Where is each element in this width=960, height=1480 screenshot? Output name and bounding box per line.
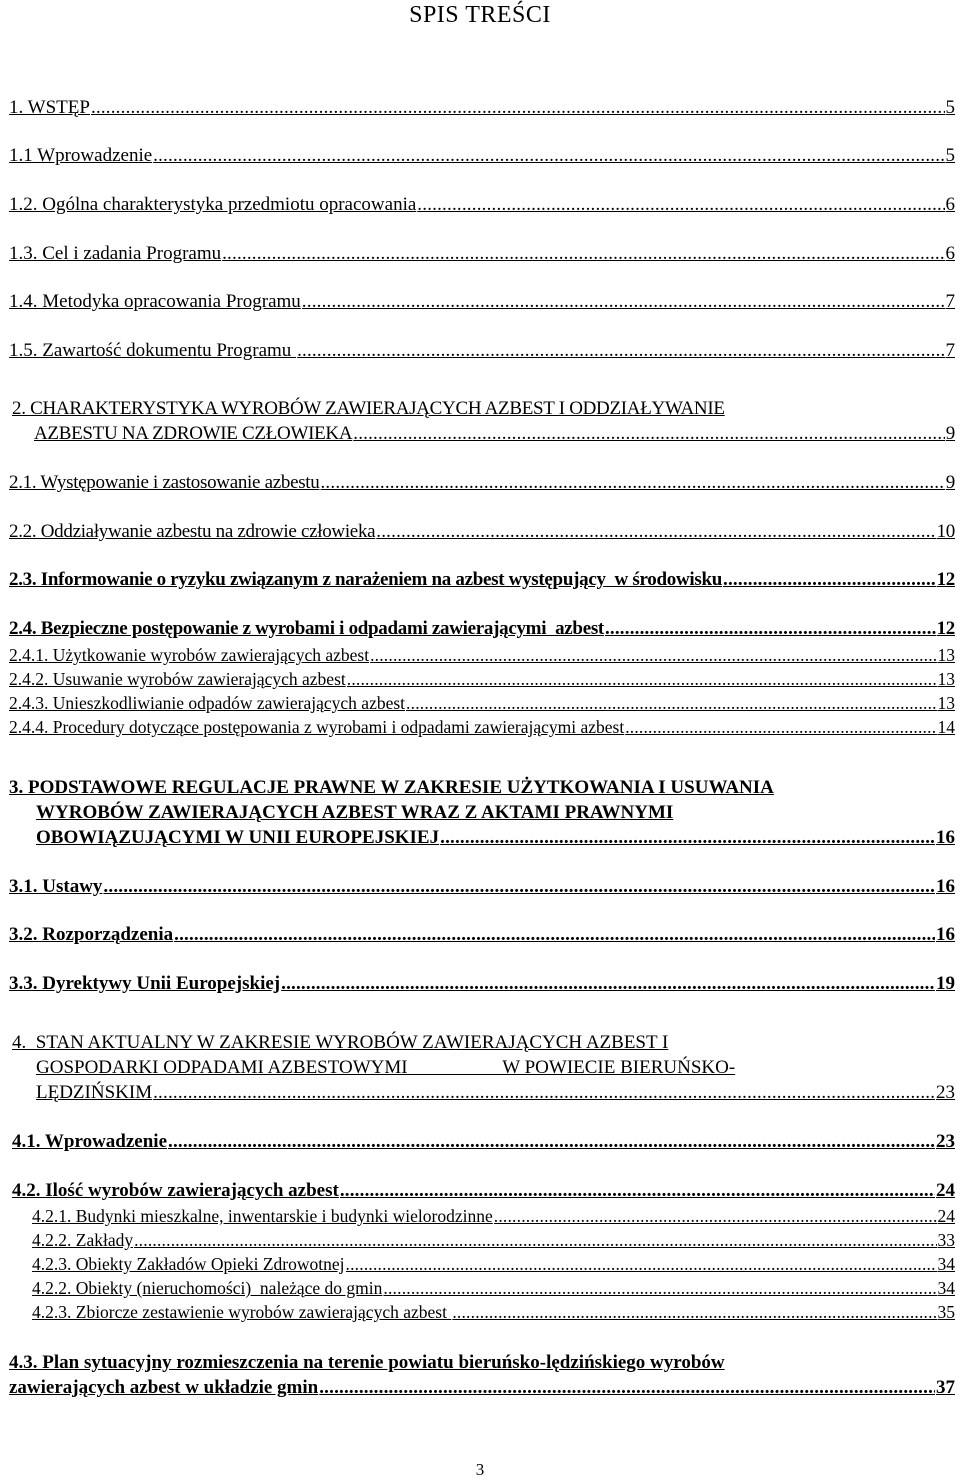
toc-page-number: 13 [937, 693, 955, 713]
dot-leader [222, 241, 944, 266]
toc-page-number: 16 [936, 876, 955, 897]
toc-entry-title: 1.4. Metodyka opracowania Programu [9, 291, 301, 312]
toc-entry-title: 2.4. Bezpieczne postępowanie z wyrobami i odpadami zawierającymi azbest [9, 618, 604, 639]
toc-entry-title: 2.4.3. Unieszkodliwianie odpadów zawierających azbest [9, 693, 406, 713]
toc-entry-title: 4.1. Wprowadzenie [12, 1131, 167, 1152]
dot-leader [494, 1204, 937, 1228]
toc-page-number: 7 [945, 291, 955, 312]
toc-page-number: 23 [936, 1131, 955, 1152]
toc-entry-title: WYROBÓW ZAWIERAJĄCYCH AZBEST WRAZ Z AKTAMI PRAWNYMI [36, 802, 674, 823]
toc-entry-title: GOSPODARKI ODPADAMI AZBESTOWYMI W POWIECIE BIERUŃSKO- [36, 1057, 736, 1078]
toc-entry[interactable] [9, 691, 955, 715]
dot-leader [134, 1228, 936, 1252]
toc-page-number: 34 [937, 1278, 955, 1298]
dot-leader [91, 95, 945, 120]
toc-entry[interactable] [9, 241, 955, 266]
toc-entry-title: zawierających azbest w układzie gmin [9, 1377, 319, 1398]
toc-entry-title: 1. WSTĘP [9, 97, 90, 118]
dot-leader [625, 715, 936, 739]
toc-page-number: 33 [937, 1230, 955, 1250]
toc-entry[interactable] [9, 289, 955, 314]
toc-page-number: 9 [945, 423, 955, 444]
toc-entry-title: 3. PODSTAWOWE REGULACJE PRAWNE W ZAKRESIE UŻYTKOWANIA I USUWANIA [9, 777, 774, 798]
toc-entry[interactable] [9, 192, 955, 217]
dot-leader [302, 289, 945, 314]
toc-entry[interactable] [9, 567, 955, 592]
toc-entry[interactable] [9, 715, 955, 739]
toc-entry-title: 2. CHARAKTERYSTYKA WYROBÓW ZAWIERAJĄCYCH AZBEST I ODDZIAŁYWANIE [12, 398, 725, 419]
toc-entry-title: 4.2.2. Obiekty (nieruchomości) należące do gmin [32, 1278, 383, 1298]
toc-entry[interactable] [32, 1228, 955, 1252]
toc-entry[interactable] [9, 874, 955, 899]
toc-page-number: 37 [936, 1377, 955, 1398]
dot-leader [153, 1080, 935, 1105]
toc-entry[interactable] [9, 143, 955, 168]
dot-leader [406, 691, 936, 715]
toc-entry[interactable] [32, 1204, 955, 1228]
toc-entry-title: 4.2.3. Obiekty Zakładów Opieki Zdrowotnej [32, 1254, 345, 1274]
toc-page-number: 6 [945, 243, 955, 264]
toc-entry[interactable] [32, 1276, 955, 1300]
toc-entry-title: 3.2. Rozporządzenia [9, 924, 174, 945]
toc-entry-title: 2.2. Oddziaływanie azbestu na zdrowie człowieka [9, 521, 376, 542]
toc-entry-title: 4.3. Plan sytuacyjny rozmieszczenia na terenie powiatu bieruńsko-lędzińskiego wyrobów [9, 1352, 725, 1373]
toc-page-number: 14 [937, 717, 955, 737]
dot-leader [346, 1252, 937, 1276]
toc-entry[interactable] [9, 643, 955, 667]
toc-entry-title: 1.3. Cel i zadania Programu [9, 243, 222, 264]
toc-entry-title: 2.4.2. Usuwanie wyrobów zawierających azbest [9, 669, 346, 689]
dot-leader [340, 1178, 935, 1203]
toc-entry[interactable] [9, 922, 955, 947]
toc-page-number: 12 [936, 618, 955, 639]
toc-entry[interactable] [9, 519, 955, 544]
dot-leader [320, 470, 944, 495]
toc-page-number: 12 [936, 569, 955, 590]
toc-entry[interactable] [32, 1252, 955, 1276]
dot-leader [174, 922, 935, 947]
dot-leader [319, 1375, 935, 1400]
toc-entry[interactable] [9, 616, 955, 641]
dot-leader [370, 643, 936, 667]
toc-entry-title: AZBESTU NA ZDROWIE CZŁOWIEKA [34, 423, 353, 444]
toc-entry-title: 2.1. Występowanie i zastosowanie azbestu [9, 472, 320, 493]
dot-leader [452, 1300, 936, 1324]
toc-entry[interactable] [12, 1178, 955, 1203]
page-number: 3 [475, 1460, 485, 1479]
toc-page-number: 13 [937, 669, 955, 689]
dot-leader [440, 825, 935, 850]
toc-page-number: 19 [936, 973, 955, 994]
toc-entry-title: 1.1 Wprowadzenie [9, 145, 153, 166]
toc-page-number: 16 [936, 924, 955, 945]
toc-entry-title: 2.4.4. Procedury dotyczące postępowania z wyrobami i odpadami zawierającymi azbest [9, 717, 625, 737]
toc-page-number: 13 [937, 645, 955, 665]
dot-leader [723, 567, 936, 592]
toc-entry[interactable] [9, 667, 955, 691]
toc-entry[interactable] [12, 1129, 955, 1154]
dot-leader [281, 971, 935, 996]
toc-page-number: 9 [945, 472, 955, 493]
toc-page-number: 10 [936, 521, 955, 542]
toc-page-number: 24 [936, 1180, 955, 1201]
toc-entry-title: 3.1. Ustawy [9, 876, 103, 897]
toc-entry-title: 1.5. Zawartość dokumentu Programu [9, 340, 297, 361]
toc-entry[interactable] [9, 470, 955, 495]
toc-entry-title: 2.3. Informowanie o ryzyku związanym z narażeniem na azbest występujący w środowisku [9, 569, 723, 590]
dot-leader [347, 667, 937, 691]
toc-entry[interactable] [9, 95, 955, 120]
toc-title: SPIS TREŚCI [409, 2, 551, 28]
toc-entry-title: 2.4.1. Użytkowanie wyrobów zawierających azbest [9, 645, 370, 665]
toc-entry-title: 1.2. Ogólna charakterystyka przedmiotu opracowania [9, 194, 417, 215]
toc-entry[interactable] [9, 1350, 955, 1400]
toc-entry[interactable] [32, 1300, 955, 1324]
toc-entry[interactable] [9, 775, 955, 850]
toc-entry-title: 4.2.3. Zbiorcze zestawienie wyrobów zawierających azbest [32, 1302, 452, 1322]
toc-entry-title: LĘDZIŃSKIM [36, 1082, 153, 1103]
toc-entry-title: 3.3. Dyrektywy Unii Europejskiej [9, 973, 281, 994]
toc-entry-title: 4.2. Ilość wyrobów zawierających azbest [12, 1180, 339, 1201]
toc-page-number: 5 [945, 145, 955, 166]
toc-page-number: 7 [945, 340, 955, 361]
dot-leader [168, 1129, 935, 1154]
toc-page-number: 6 [945, 194, 955, 215]
dot-leader [297, 338, 944, 363]
dot-leader [103, 874, 935, 899]
dot-leader [153, 143, 944, 168]
toc-entry[interactable] [12, 396, 955, 446]
toc-page-number: 5 [945, 97, 955, 118]
toc-entry-title: OBOWIĄZUJĄCYMI W UNII EUROPEJSKIEJ [36, 827, 440, 848]
dot-leader [605, 616, 936, 641]
toc-page-number: 16 [936, 827, 955, 848]
dot-leader [353, 421, 945, 446]
dot-leader [417, 192, 944, 217]
dot-leader [376, 519, 935, 544]
toc-entry[interactable] [9, 971, 955, 996]
toc-entry-title: 4.2.1. Budynki mieszkalne, inwentarskie i budynki wielorodzinne [32, 1206, 493, 1226]
toc-page-number: 35 [937, 1302, 955, 1322]
toc-entry[interactable] [12, 1030, 955, 1105]
toc-page-number: 24 [937, 1206, 955, 1226]
toc-entry-title: 4.2.2. Zakłady [32, 1230, 134, 1250]
toc-entry[interactable] [9, 338, 955, 363]
toc-page-number: 23 [936, 1082, 955, 1103]
toc-page-number: 34 [937, 1254, 955, 1274]
dot-leader [383, 1276, 936, 1300]
toc-entry-title: 4. STAN AKTUALNY W ZAKRESIE WYROBÓW ZAWIERAJĄCYCH AZBEST I [12, 1032, 669, 1053]
